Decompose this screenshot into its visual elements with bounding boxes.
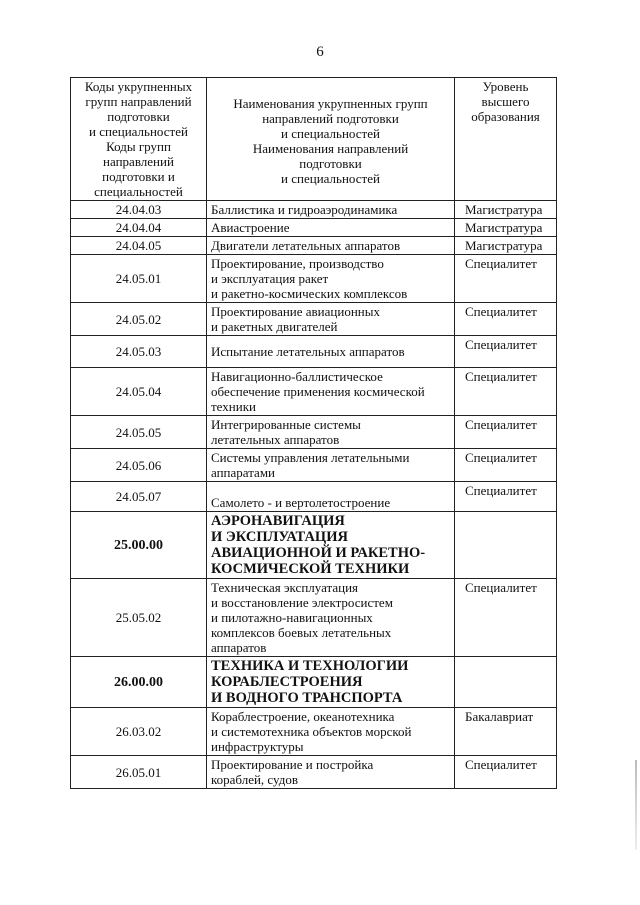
row-level: Магистратура	[455, 201, 557, 219]
row-level: Магистратура	[455, 219, 557, 237]
table-row	[71, 708, 557, 756]
table-row	[71, 237, 557, 255]
scan-edge-mark	[635, 760, 637, 850]
header-names: Наименования укрупненных групп направлений подготовки и специальностей Наименования направлений подготовки и специальностей	[207, 78, 455, 201]
row-level: Специалитет	[455, 482, 557, 512]
row-level: Магистратура	[455, 237, 557, 255]
row-level: Специалитет	[455, 336, 557, 368]
row-code: 24.05.06	[71, 449, 207, 482]
row-level: Специалитет	[455, 449, 557, 482]
row-name: Проектирование и постройка кораблей, судов	[207, 756, 455, 789]
row-code: 26.05.01	[71, 756, 207, 789]
table-row	[71, 336, 557, 368]
row-name: Авиастроение	[207, 219, 455, 237]
group-level	[455, 657, 557, 708]
row-level: Специалитет	[455, 255, 557, 303]
row-name: Интегрированные системы летательных аппаратов	[207, 416, 455, 449]
group-row	[71, 657, 557, 708]
table-header-row	[71, 78, 557, 201]
table-row	[71, 368, 557, 416]
group-name: АЭРОНАВИГАЦИЯ И ЭКСПЛУАТАЦИЯ АВИАЦИОННОЙ И РАКЕТНО- КОСМИЧЕСКОЙ ТЕХНИКИ	[207, 512, 455, 579]
row-level: Специалитет	[455, 368, 557, 416]
table-row	[71, 416, 557, 449]
table-row	[71, 219, 557, 237]
table-row	[71, 449, 557, 482]
header-codes: Коды укрупненных групп направлений подготовки и специальностей Коды групп направлений подготовки и специальностей	[71, 78, 207, 201]
row-code: 24.04.04	[71, 219, 207, 237]
row-name: Двигатели летательных аппаратов	[207, 237, 455, 255]
row-name: Проектирование, производство и эксплуатация ракет и ракетно-космических комплексов	[207, 255, 455, 303]
row-code: 25.05.02	[71, 579, 207, 657]
row-code: 24.04.03	[71, 201, 207, 219]
row-name: Проектирование авиационных и ракетных двигателей	[207, 303, 455, 336]
row-name: Системы управления летательными аппаратами	[207, 449, 455, 482]
row-name: Навигационно-баллистическое обеспечение применения космической техники	[207, 368, 455, 416]
row-level: Бакалавриат	[455, 708, 557, 756]
group-level	[455, 512, 557, 579]
header-level: Уровень высшего образования	[455, 78, 557, 201]
row-level: Специалитет	[455, 303, 557, 336]
row-name: Испытание летательных аппаратов	[207, 336, 455, 368]
row-code: 26.03.02	[71, 708, 207, 756]
row-code: 24.05.02	[71, 303, 207, 336]
row-code: 24.05.07	[71, 482, 207, 512]
table-row	[71, 579, 557, 657]
row-name: Техническая эксплуатация и восстановление электросистем и пилотажно-навигационных комплексов боевых летательных аппаратов	[207, 579, 455, 657]
table-row	[71, 201, 557, 219]
specialties-table	[70, 77, 557, 789]
page-number: 6	[316, 44, 324, 60]
table-row	[71, 255, 557, 303]
row-name: Кораблестроение, океанотехника и системотехника объектов морской инфраструктуры	[207, 708, 455, 756]
group-code: 26.00.00	[71, 657, 207, 708]
group-name: ТЕХНИКА И ТЕХНОЛОГИИ КОРАБЛЕСТРОЕНИЯ И ВОДНОГО ТРАНСПОРТА	[207, 657, 455, 708]
row-code: 24.05.05	[71, 416, 207, 449]
row-code: 24.04.05	[71, 237, 207, 255]
row-level: Специалитет	[455, 756, 557, 789]
table-row	[71, 756, 557, 789]
row-name: Баллистика и гидроаэродинамика	[207, 201, 455, 219]
row-code: 24.05.01	[71, 255, 207, 303]
group-row	[71, 512, 557, 579]
row-level: Специалитет	[455, 416, 557, 449]
row-name: Самолето - и вертолетостроение	[207, 482, 455, 512]
row-code: 24.05.03	[71, 336, 207, 368]
table-row	[71, 482, 557, 512]
row-code: 24.05.04	[71, 368, 207, 416]
table-row	[71, 303, 557, 336]
group-code: 25.00.00	[71, 512, 207, 579]
row-level: Специалитет	[455, 579, 557, 657]
